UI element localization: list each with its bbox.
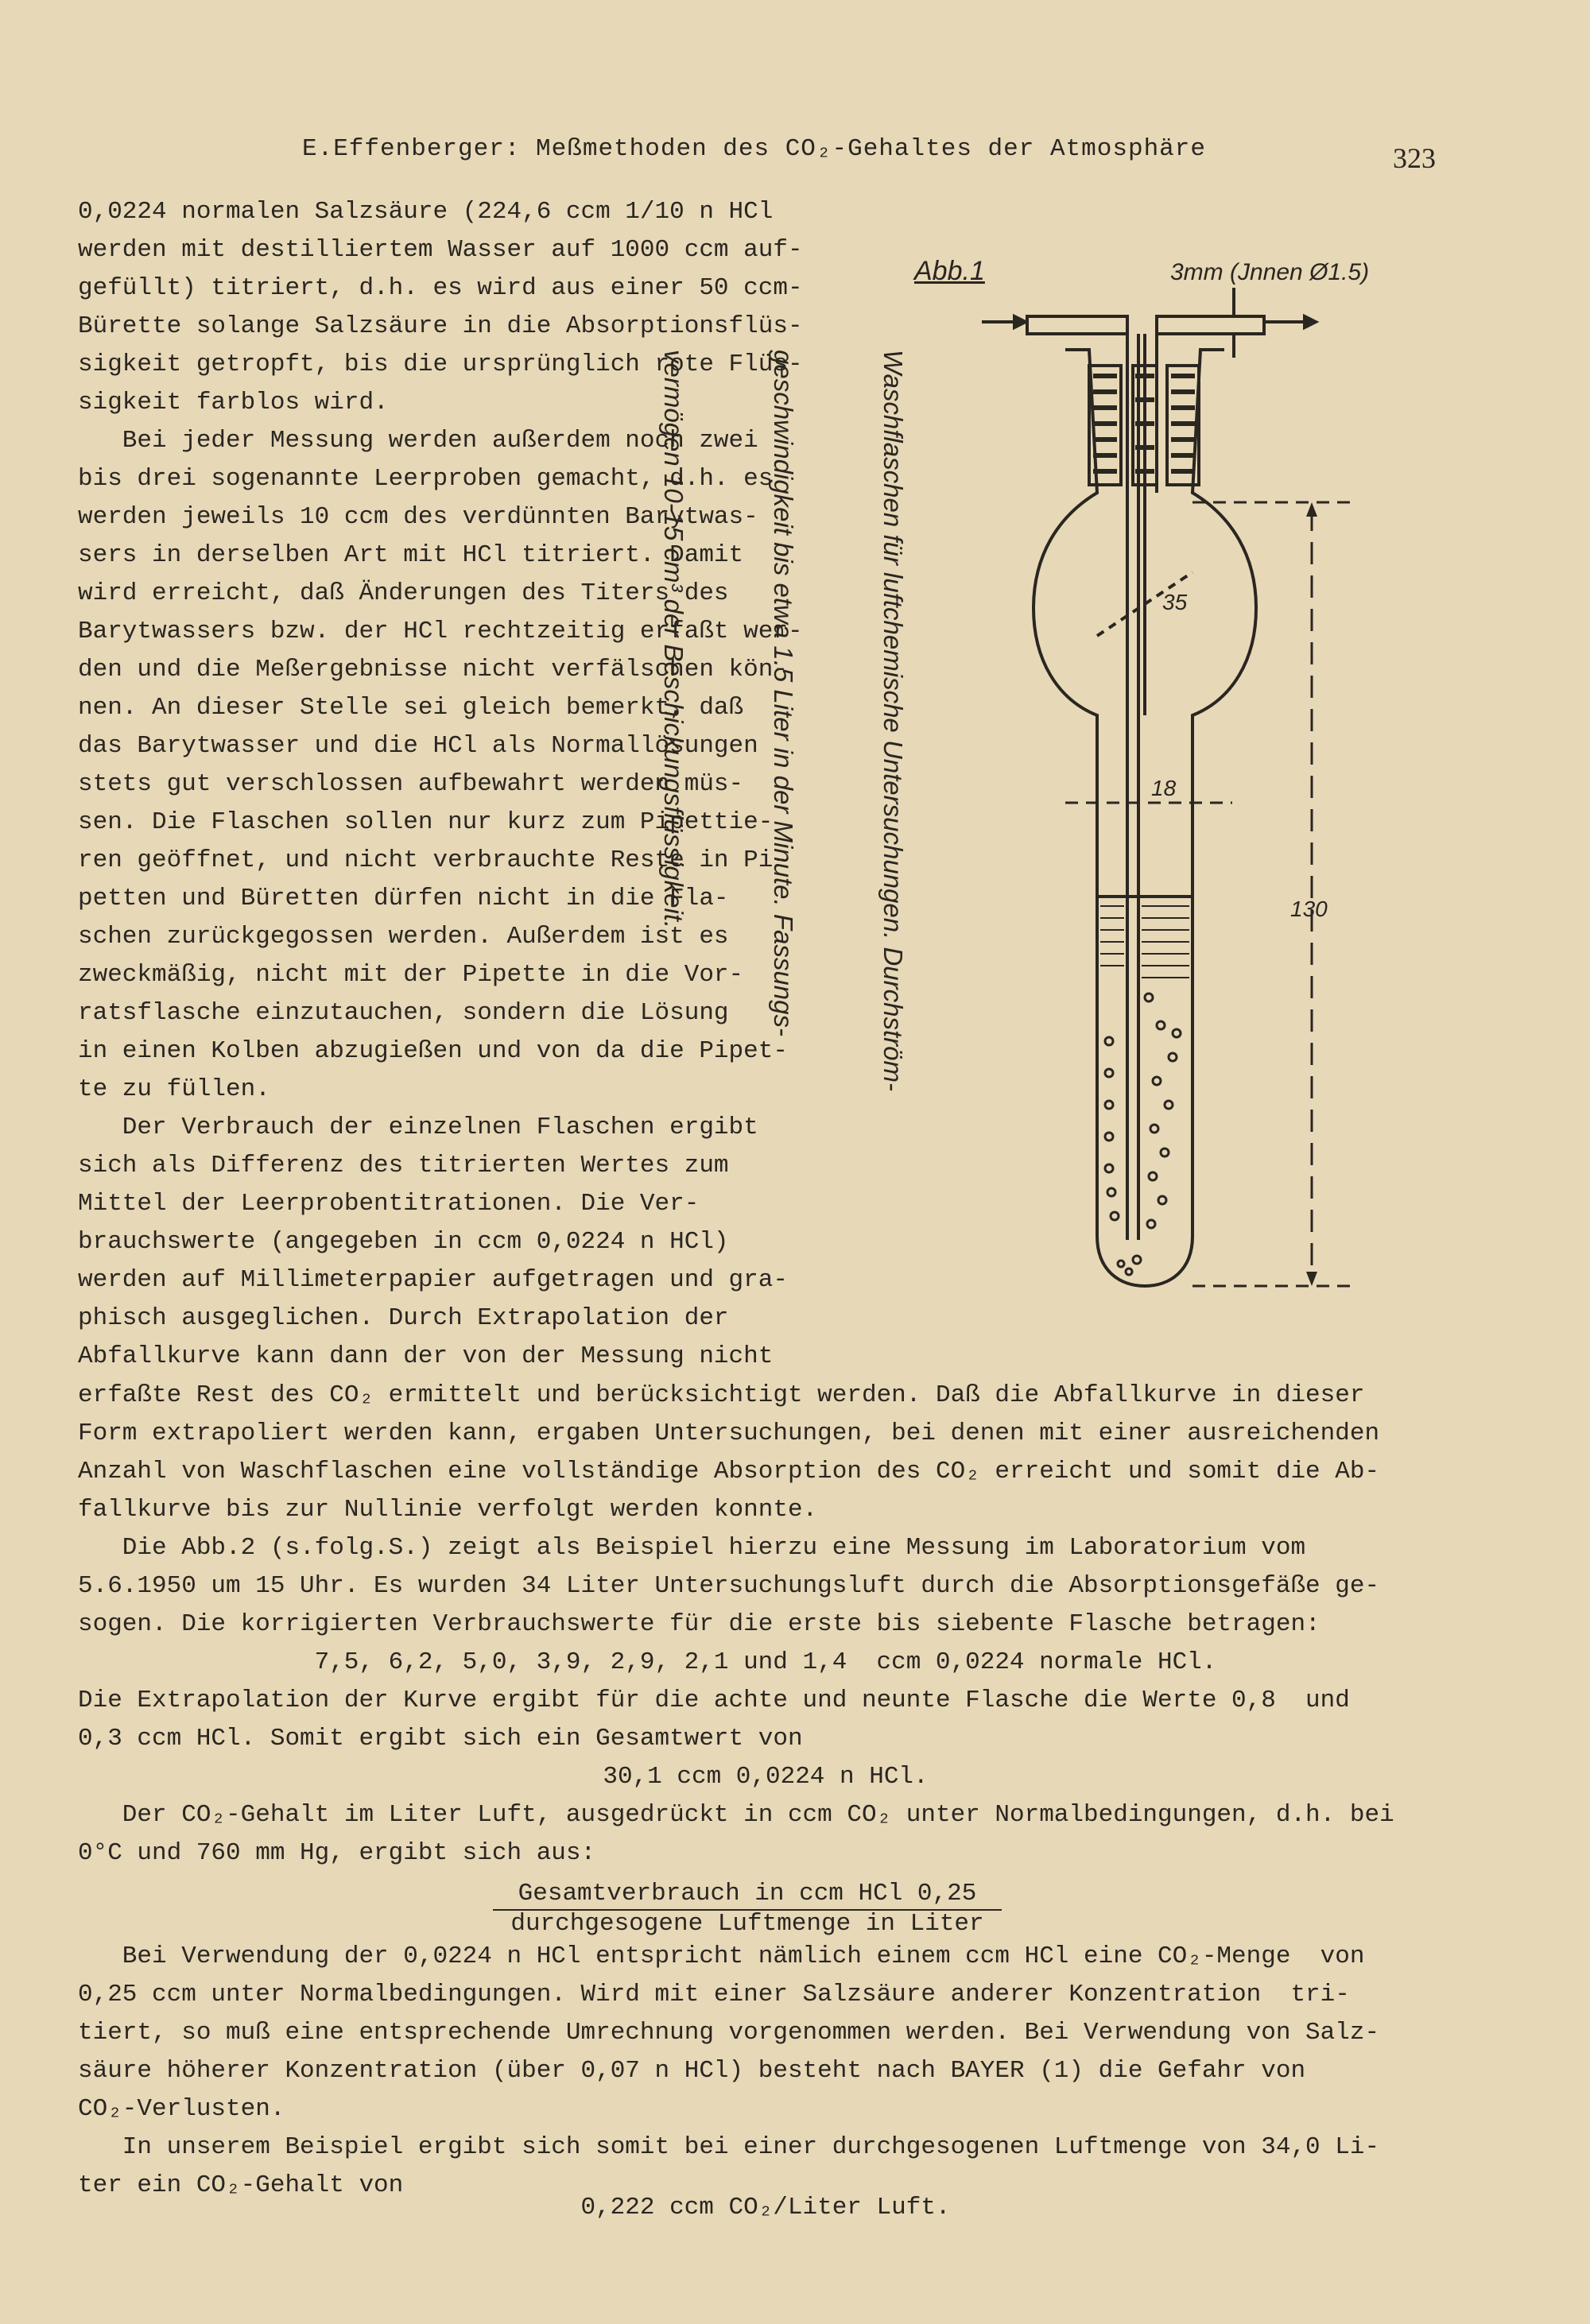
text-line: sen. Die Flaschen sollen nur kurz zum Pipettie- <box>78 808 774 836</box>
text-line: zweckmäßig, nicht mit der Pipette in die Vor- <box>78 961 744 989</box>
wash-bottle-drawing <box>874 254 1383 1311</box>
formula-denominator: durchgesogene Luftmenge in Liter <box>510 1910 984 1938</box>
text-line: das Barytwasser und die HCl als Normallösungen <box>78 732 758 760</box>
values-line: 7,5, 6,2, 5,0, 3,9, 2,9, 2,1 und 1,4 ccm 0,0224 normale HCl. <box>314 1648 1217 1676</box>
bubbles <box>1105 994 1181 1275</box>
text-line: Mittel der Leerprobentitrationen. Die Ver- <box>78 1190 700 1218</box>
formula-fraction <box>493 1881 1002 1938</box>
text-line: 0,3 ccm HCl. Somit ergibt sich ein Gesamtwert von <box>78 1725 803 1753</box>
text-line: gefüllt) titriert, d.h. es wird aus einer 50 ccm- <box>78 274 803 302</box>
inlet-pipe <box>1027 316 1127 334</box>
text-line: phisch ausgeglichen. Durch Extrapolation der <box>78 1304 729 1332</box>
text-line: tiert, so muß eine entsprechende Umrechnung vorgenommen werden. Bei Verwendung von Salz- <box>78 2019 1380 2047</box>
text-line: petten und Büretten dürfen nicht in die Fla- <box>78 885 729 912</box>
text-line: Bei Verwendung der 0,0224 n HCl entspricht nämlich einem ccm HCl eine CO₂-Menge von <box>78 1942 1365 1970</box>
text-line: fallkurve bis zur Nullinie verfolgt werden konnte. <box>78 1496 818 1524</box>
result-line: 0,222 ccm CO₂/Liter Luft. <box>580 2194 951 2221</box>
text-line: sich als Differenz des titrierten Wertes zum <box>78 1152 729 1179</box>
text-line: nen. An dieser Stelle sei gleich bemerkt, daß <box>78 694 744 722</box>
outlet-arrowhead <box>1305 316 1316 327</box>
text-line: säure höherer Konzentration (über 0,07 n HCl) besteht nach BAYER (1) die Gefahr von <box>78 2057 1306 2085</box>
text-line: In unserem Beispiel ergibt sich somit bei einer durchgesogenen Luftmenge von 34,0 Li- <box>78 2133 1380 2161</box>
text-line: Bei jeder Messung werden außerdem noch zwei <box>78 427 758 455</box>
text-line: Die Abb.2 (s.folg.S.) zeigt als Beispiel hierzu eine Messung im Laboratorium vom <box>78 1534 1306 1562</box>
text-line: Abfallkurve kann dann der von der Messung nicht <box>78 1342 774 1370</box>
dim-tube-label: 18 <box>1151 776 1177 800</box>
text-line: sigkeit getropft, bis die ursprünglich rote Flüs- <box>78 351 803 378</box>
text-line: 5.6.1950 um 15 Uhr. Es wurden 34 Liter Untersuchungsluft durch die Absorptionsgefäße ge- <box>78 1572 1380 1600</box>
page-number: 323 <box>1393 142 1436 174</box>
total-line: 30,1 ccm 0,0224 n HCl. <box>603 1763 929 1791</box>
formula-numerator: Gesamtverbrauch in ccm HCl 0,25 <box>493 1881 1002 1911</box>
text-line: Die Extrapolation der Kurve ergibt für die achte und neunte Flasche die Werte 0,8 und <box>78 1687 1350 1714</box>
figure-label: Abb.1 <box>914 256 985 286</box>
text-line: sigkeit farblos wird. <box>78 389 389 416</box>
text-line: brauchswerte (angegeben in ccm 0,0224 n HCl) <box>78 1228 729 1256</box>
dim-bulb-label: 35 <box>1162 590 1188 614</box>
text-line: Barytwassers bzw. der HCl rechtzeitig erfaßt wer- <box>78 618 803 645</box>
text-line: stets gut verschlossen aufbewahrt werden müs- <box>78 770 744 798</box>
outlet-pipe <box>1157 316 1264 334</box>
inlet-arrowhead <box>1014 316 1026 327</box>
text-line: wird erreicht, daß Änderungen des Titers des <box>78 579 729 607</box>
text-line: werden auf Millimeterpapier aufgetragen und gra- <box>78 1266 788 1294</box>
text-line: werden jeweils 10 ccm des verdünnten Barytwas- <box>78 503 758 531</box>
dim-height-label: 130 <box>1290 897 1328 921</box>
text-line: sogen. Die korrigierten Verbrauchswerte für die erste bis siebente Flasche betragen: <box>78 1610 1320 1638</box>
text-line: schen zurückgegossen werden. Außerdem ist es <box>78 923 729 951</box>
figure-tube-dimension: 3mm (Jnnen Ø1.5) <box>1170 259 1370 285</box>
text-line: bis drei sogenannte Leerproben gemacht, d.h. es <box>78 465 774 493</box>
figure-caption-line: geschwindigkeit bis etwa 1.5 Liter in der Minute. Fassungs- <box>769 350 798 1036</box>
text-line: sers in derselben Art mit HCl titriert. Damit <box>78 541 744 569</box>
text-line: ratsflasche einzutauchen, sondern die Lösung <box>78 999 729 1027</box>
figure-caption-line: vermögen 10-15 cm³ der Beschickungsflüssigkeit. <box>659 350 688 929</box>
text-line: te zu füllen. <box>78 1075 270 1103</box>
text-line: 0°C und 760 mm Hg, ergibt sich aus: <box>78 1839 596 1867</box>
text-line: Der CO₂-Gehalt im Liter Luft, ausgedrückt in ccm CO₂ unter Normalbedingungen, d.h. bei <box>78 1801 1394 1829</box>
figure-caption-line: Waschflaschen für luftchemische Untersuchungen. Durchström- <box>878 350 908 1091</box>
text-line: Bürette solange Salzsäure in die Absorptionsflüs- <box>78 312 803 340</box>
text-line: 0,25 ccm unter Normalbedingungen. Wird mit einer Salzsäure anderer Konzentration tri- <box>78 1981 1350 2008</box>
text-line: werden mit destilliertem Wasser auf 1000 ccm auf- <box>78 236 803 264</box>
text-line: erfaßte Rest des CO₂ ermittelt und berücksichtigt werden. Daß die Abfallkurve in dieser <box>78 1381 1365 1409</box>
text-line: ter ein CO₂-Gehalt von <box>78 2171 404 2199</box>
text-line: den und die Meßergebnisse nicht verfälschen kön- <box>78 656 788 684</box>
text-line: Der Verbrauch der einzelnen Flaschen ergibt <box>78 1114 758 1141</box>
text-line: 0,0224 normalen Salzsäure (224,6 ccm 1/10 n HCl <box>78 198 774 226</box>
text-line: Form extrapoliert werden kann, ergaben Untersuchungen, bei denen mit einer ausreichenden <box>78 1420 1380 1447</box>
foam-hatch <box>1100 906 1189 978</box>
running-header: E.Effenberger: Meßmethoden des CO₂-Gehaltes der Atmosphäre <box>302 135 1206 163</box>
text-line: ren geöffnet, und nicht verbrauchte Reste in Pi- <box>78 846 788 874</box>
text-line: Anzahl von Waschflaschen eine vollständige Absorption des CO₂ erreicht und somit die Ab- <box>78 1458 1380 1485</box>
text-line: in einen Kolben abzugießen und von da die Pipet- <box>78 1037 788 1065</box>
text-line: CO₂-Verlusten. <box>78 2095 285 2123</box>
